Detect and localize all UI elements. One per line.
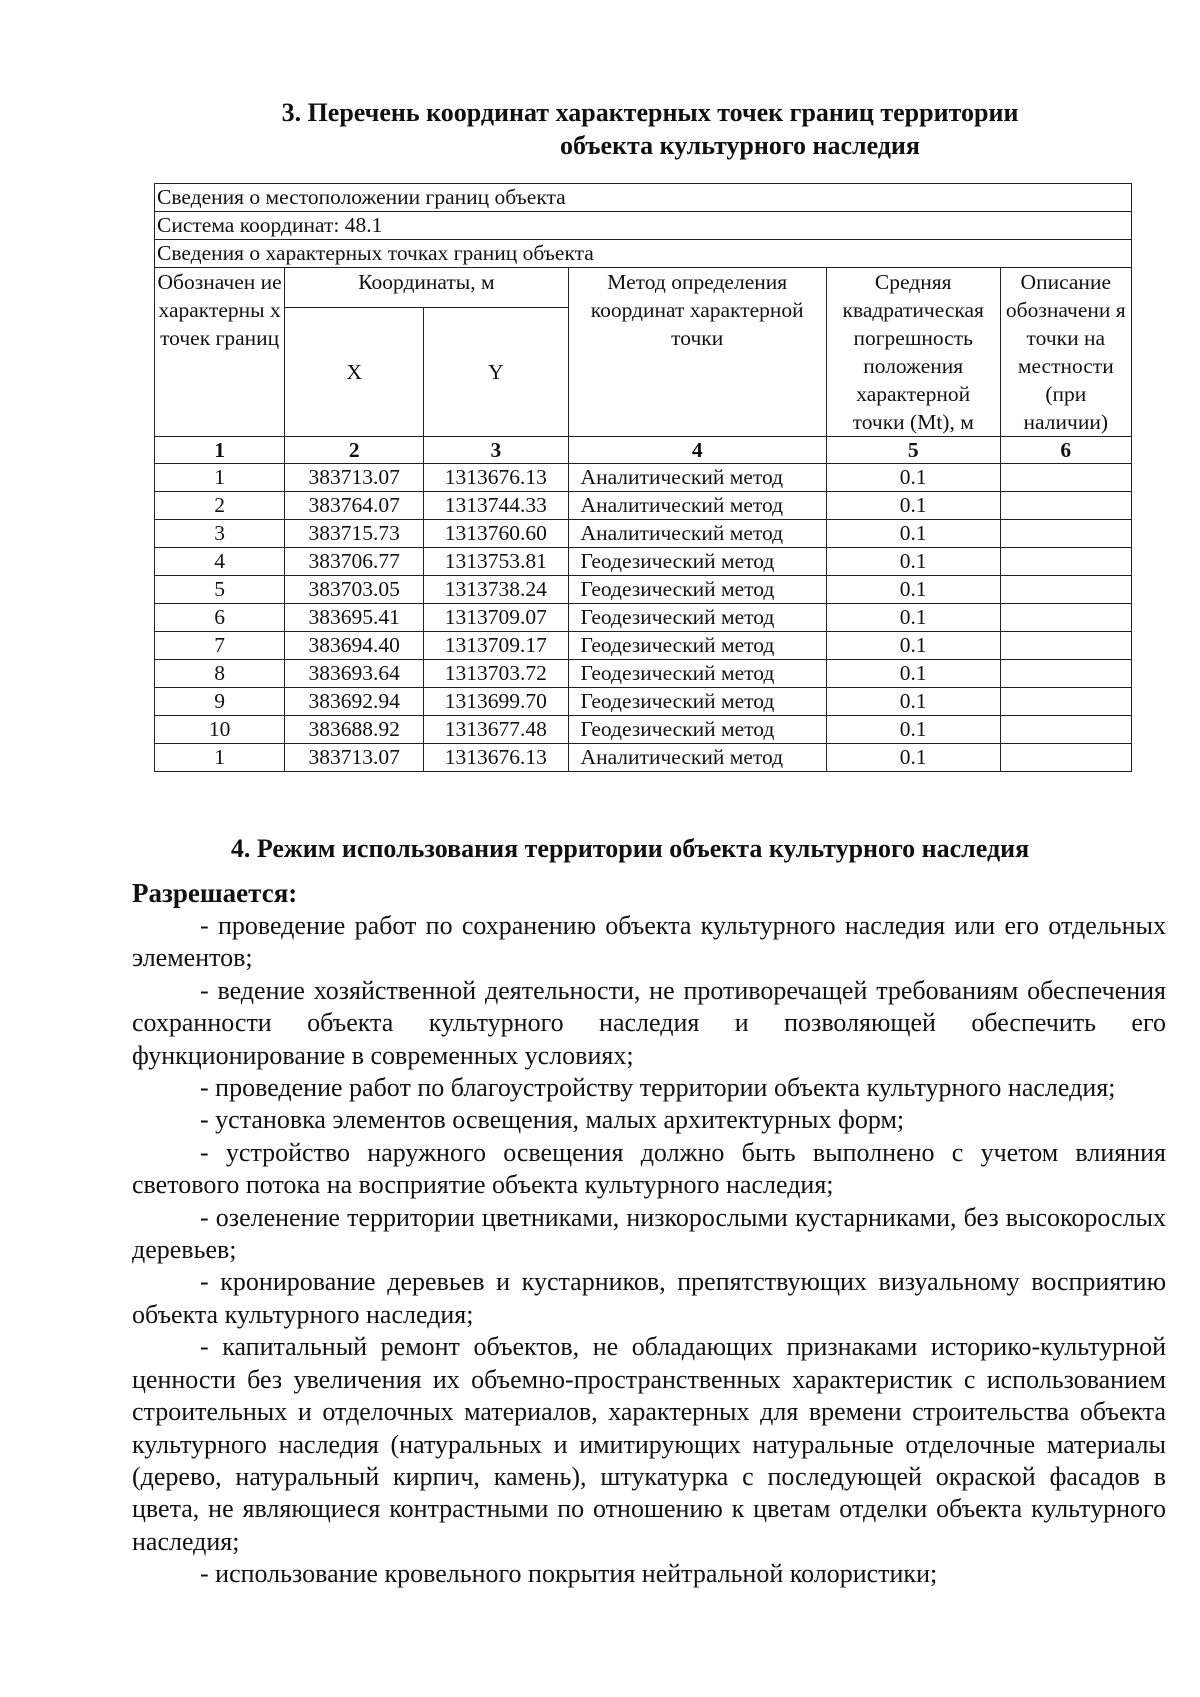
allowed-item: - капитальный ремонт объектов, не обладающих признаками историко-культурной ценности без увеличения их объемно-пространственных характеристик с использованием строительных и отделочных материалов, характерных для времени строительства объекта культурного наследия (натуральных и имитирующих натуральные отделочные материалы (дерево, натуральный кирпич, камень), штукатурка с последующей окраской фасадов в цвета, не являющиеся контрастными по отношению к цветам отделки объекта культурного наследия; [132, 1332, 1166, 1556]
column-number: 6 [1000, 437, 1131, 464]
header-method: Метод определения координат характерной точки [568, 268, 826, 437]
cell-x: 383715.73 [285, 520, 424, 548]
cell-description [1000, 716, 1131, 744]
cell-point-number: 6 [155, 604, 285, 632]
cell-x: 383695.41 [285, 604, 424, 632]
table-caption-points: Сведения о характерных точках границ объекта [155, 240, 1132, 268]
column-numbers-row [155, 437, 1132, 464]
cell-x: 383692.94 [285, 688, 424, 716]
cell-y: 1313744.33 [424, 492, 568, 520]
cell-point-number: 7 [155, 632, 285, 660]
cell-mt: 0.1 [826, 660, 1000, 688]
cell-mt: 0.1 [826, 632, 1000, 660]
cell-method: Геодезический метод [568, 548, 826, 576]
cell-mt: 0.1 [826, 688, 1000, 716]
header-x: X [285, 308, 424, 437]
section-3-title [0, 96, 1200, 162]
cell-y: 1313709.07 [424, 604, 568, 632]
cell-mt: 0.1 [826, 548, 1000, 576]
cell-description [1000, 492, 1131, 520]
cell-description [1000, 688, 1131, 716]
allowed-item: - кронирование деревьев и кустарников, препятствующих визуальному восприятию объекта культурного наследия; [132, 1267, 1166, 1329]
cell-x: 383688.92 [285, 716, 424, 744]
cell-method: Аналитический метод [568, 464, 826, 492]
table-row [155, 688, 1132, 716]
cell-description [1000, 464, 1131, 492]
table-row [155, 632, 1132, 660]
allowed-item: - озеленение территории цветниками, низкорослыми кустарниками, без высокорослых деревьев; [132, 1202, 1166, 1265]
table-caption-coordinate-system: Система координат: 48.1 [155, 212, 1132, 240]
cell-mt: 0.1 [826, 464, 1000, 492]
table-row [155, 660, 1132, 688]
cell-x: 383693.64 [285, 660, 424, 688]
cell-description [1000, 520, 1131, 548]
cell-description [1000, 604, 1131, 632]
cell-x: 383706.77 [285, 548, 424, 576]
cell-description [1000, 744, 1131, 772]
cell-method: Геодезический метод [568, 604, 826, 632]
cell-description [1000, 576, 1131, 604]
header-error: Средняя квадратическая погрешность положения характерной точки (Mt), м [826, 268, 1000, 437]
table-row [155, 492, 1132, 520]
allowed-label: Разрешается: [132, 878, 298, 908]
table-row [155, 716, 1132, 744]
cell-method: Аналитический метод [568, 520, 826, 548]
cell-point-number: 5 [155, 576, 285, 604]
table-row [155, 576, 1132, 604]
cell-description [1000, 548, 1131, 576]
cell-point-number: 9 [155, 688, 285, 716]
cell-description [1000, 660, 1131, 688]
cell-y: 1313760.60 [424, 520, 568, 548]
cell-y: 1313699.70 [424, 688, 568, 716]
column-number: 3 [424, 437, 568, 464]
coordinates-table [154, 183, 1132, 772]
cell-description [1000, 632, 1131, 660]
cell-y: 1313753.81 [424, 548, 568, 576]
cell-method: Геодезический метод [568, 576, 826, 604]
table-row [155, 548, 1132, 576]
allowed-item: - использование кровельного покрытия нейтральной колористики; [200, 1559, 938, 1589]
table-row [155, 464, 1132, 492]
cell-point-number: 8 [155, 660, 285, 688]
cell-mt: 0.1 [826, 604, 1000, 632]
cell-mt: 0.1 [826, 576, 1000, 604]
allowed-item: - проведение работ по сохранению объекта культурного наследия или его отдельных элементов; [132, 911, 1166, 973]
section-3-title-line-2: объекта культурного наследия [560, 131, 920, 160]
cell-method: Геодезический метод [568, 632, 826, 660]
column-number: 5 [826, 437, 1000, 464]
cell-y: 1313709.17 [424, 632, 568, 660]
allowed-item: - ведение хозяйственной деятельности, не противоречащей требованиям обеспечения сохранности объекта культурного наследия и позволяющей обеспечить его функционирование в современных условиях; [132, 975, 1166, 1070]
column-number: 1 [155, 437, 285, 464]
cell-y: 1313676.13 [424, 464, 568, 492]
cell-point-number: 4 [155, 548, 285, 576]
table-row [155, 744, 1132, 772]
header-y: Y [424, 308, 568, 437]
column-number: 4 [568, 437, 826, 464]
cell-x: 383703.05 [285, 576, 424, 604]
cell-point-number: 1 [155, 464, 285, 492]
cell-x: 383764.07 [285, 492, 424, 520]
cell-y: 1313677.48 [424, 716, 568, 744]
header-description: Описание обозначени я точки на местности (при наличии) [1000, 268, 1131, 437]
column-number: 2 [285, 437, 424, 464]
cell-point-number: 3 [155, 520, 285, 548]
cell-y: 1313738.24 [424, 576, 568, 604]
cell-mt: 0.1 [826, 492, 1000, 520]
table-row [155, 604, 1132, 632]
cell-x: 383694.40 [285, 632, 424, 660]
cell-point-number: 2 [155, 492, 285, 520]
cell-method: Аналитический метод [568, 492, 826, 520]
cell-method: Геодезический метод [568, 660, 826, 688]
allowed-item: - проведение работ по благоустройству территории объекта культурного наследия; [200, 1073, 1116, 1103]
cell-x: 383713.07 [285, 744, 424, 772]
cell-mt: 0.1 [826, 716, 1000, 744]
allowed-item: - устройство наружного освещения должно быть выполнено с учетом влияния светового потока на восприятие объекта культурного наследия; [132, 1137, 1166, 1200]
allowed-items-list [132, 910, 1166, 1591]
cell-mt: 0.1 [826, 520, 1000, 548]
cell-mt: 0.1 [826, 744, 1000, 772]
allowed-item: - установка элементов освещения, малых архитектурных форм; [200, 1105, 905, 1135]
header-designation: Обозначен ие характерны х точек границ [155, 268, 285, 437]
cell-method: Аналитический метод [568, 744, 826, 772]
cell-method: Геодезический метод [568, 688, 826, 716]
section-4-title: 4. Режим использования территории объекта культурного наследия [230, 834, 1030, 863]
header-coordinates: Координаты, м [285, 268, 568, 308]
cell-y: 1313676.13 [424, 744, 568, 772]
cell-method: Геодезический метод [568, 716, 826, 744]
cell-point-number: 10 [155, 716, 285, 744]
cell-x: 383713.07 [285, 464, 424, 492]
cell-point-number: 1 [155, 744, 285, 772]
table-caption-location: Сведения о местоположении границ объекта [155, 184, 1132, 212]
cell-y: 1313703.72 [424, 660, 568, 688]
section-3-title-line-1: 3. Перечень координат характерных точек границ территории [281, 98, 1019, 127]
table-row [155, 520, 1132, 548]
